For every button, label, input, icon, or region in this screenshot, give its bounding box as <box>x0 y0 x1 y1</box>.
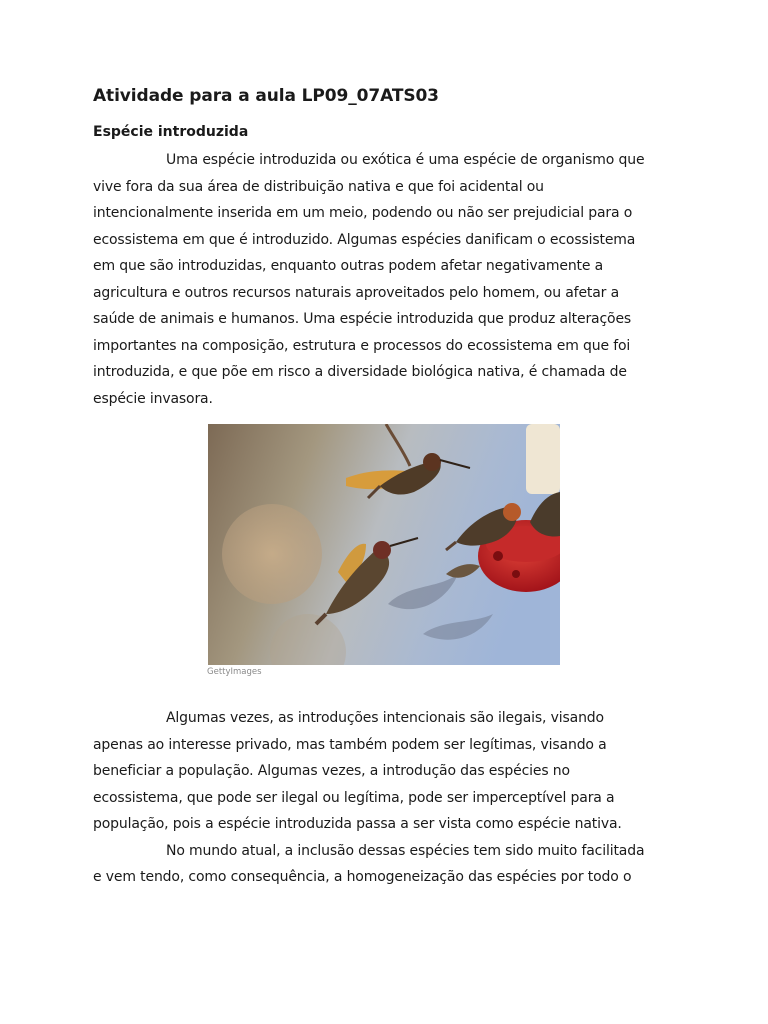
paragraph-line: importantes na composição, estrutura e processos do ecossistema em que foi <box>93 337 631 354</box>
paragraph-line: vive fora da sua área de distribuição nativa e que foi acidental ou <box>93 178 544 195</box>
document-title: Atividade para a aula LP09_07ATS03 <box>93 86 439 106</box>
hummingbirds-photo <box>208 424 560 665</box>
paragraph-line: espécie invasora. <box>93 390 213 407</box>
paragraph-line: apenas ao interesse privado, mas também podem ser legítimas, visando a <box>93 736 607 753</box>
paragraph-line: população, pois a espécie introduzida passa a ser vista como espécie nativa. <box>93 816 622 832</box>
paragraph-3-line: e vem tendo, como consequência, a homogeneização das espécies por todo o <box>93 869 632 885</box>
paragraph-line: Uma espécie introduzida ou exótica é uma espécie de organismo que <box>166 152 645 168</box>
paragraph-line: ecossistema, que pode ser ilegal ou legítima, pode ser imperceptível para a <box>93 789 615 806</box>
figure-caption: GettyImages <box>207 667 262 677</box>
paragraph-line: introduzida, e que põe em risco a diversidade biológica nativa, é chamada de <box>93 364 627 380</box>
hummingbird-feeder-image <box>208 424 560 665</box>
paragraph-line: Algumas vezes, as introduções intencionais são ilegais, visando <box>166 710 604 726</box>
paragraph-line: agricultura e outros recursos naturais aproveitados pelo homem, ou afetar a <box>93 284 620 301</box>
paragraph-line: em que são introduzidas, enquanto outras podem afetar negativamente a <box>93 258 604 274</box>
paragraph-3-line: No mundo atual, a inclusão dessas espécies tem sido muito facilitada <box>166 842 645 859</box>
paragraph-line: intencionalmente inserida em um meio, podendo ou não ser prejudicial para o <box>93 205 633 221</box>
paragraph-1 <box>93 147 673 412</box>
paragraph-line: beneficiar a população. Algumas vezes, a introdução das espécies no <box>93 763 570 779</box>
paragraph-line: ecossistema em que é introduzido. Algumas espécies danificam o ecossistema <box>93 231 636 248</box>
section-heading: Espécie introduzida <box>93 124 249 140</box>
paragraph-2 <box>93 705 673 891</box>
paragraph-line: saúde de animais e humanos. Uma espécie introduzida que produz alterações <box>93 311 632 327</box>
